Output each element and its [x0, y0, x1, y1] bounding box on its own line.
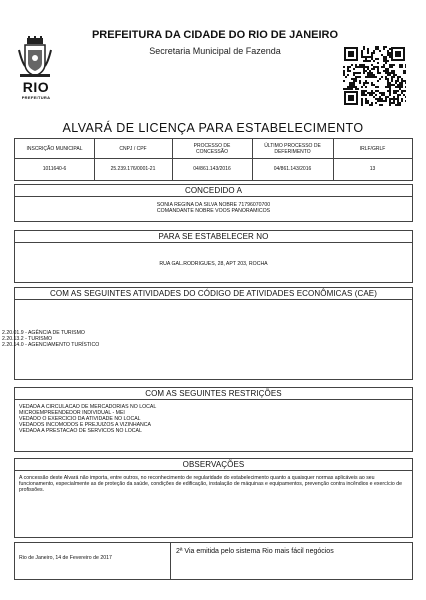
restriction-item: VEDADA A CIRCULACAO DE MERCADORIAS NO LOCAL — [19, 404, 157, 410]
header-cnpj-cpf: CNPJ / CPF — [119, 145, 147, 152]
value-processo-concessao: 04/861.143/2016 — [193, 166, 231, 172]
restrictions-section — [14, 387, 413, 452]
qr-code-icon — [343, 46, 406, 106]
footer-section — [14, 542, 413, 580]
granted-to-name: SONIA REGINA DA SILVA NOBRE 71796070700 — [156, 202, 271, 208]
granted-to-company: COMANDANTE NOBRE VOOS PANORAMICOS — [156, 208, 271, 214]
header-inscricao: INSCRIÇÃO MUNICIPAL — [26, 145, 83, 152]
header-ultimo-processo: ÚLTIMO PROCESSO DE DEFERIMENTO — [264, 142, 321, 155]
activity-item: 2.20.01.9 - AGÊNCIA DE TURISMO — [2, 330, 85, 336]
logo-prefeitura-text: PREFEITURA — [21, 95, 51, 100]
org-title: PREFEITURA DA CIDADE DO RIO DE JANEIRO — [91, 29, 339, 41]
value-cnpj-cpf: 25.239.176/0001-21 — [110, 166, 156, 172]
observations-heading: OBSERVAÇÕES — [15, 459, 412, 471]
location-address: RUA GAL.RODRIGUES, 28, APT 203, ROCHA — [159, 261, 268, 267]
restrictions-heading: COM AS SEGUINTES RESTRIÇÕES — [15, 388, 412, 400]
restriction-item: VEDADOS INCOMODOS E PREJUIZOS A VIZINHANCA — [19, 422, 152, 428]
restriction-item: MICROEMPREENDEDOR INDIVIDUAL - MEI — [19, 410, 125, 416]
location-section — [14, 230, 413, 283]
activity-item: 2.20.14.0 - AGENCIAMENTO TURÍSTICO — [2, 342, 100, 348]
granted-to-heading: CONCEDIDO A — [15, 185, 412, 197]
second-copy-note: 2ª Via emitida pelo sistema Rio mais fácil negócios — [176, 548, 334, 555]
activity-item: 2.20.13.2 - TURISMO — [2, 336, 53, 342]
header-processo-concessao: PROCESSO DE CONCESSÃO — [193, 142, 231, 155]
value-irlf-grlf: 13 — [369, 166, 376, 172]
registry-table — [14, 138, 413, 181]
granted-to-section — [14, 184, 413, 222]
value-ultimo-processo: 04/861.143/2016 — [273, 166, 312, 172]
restriction-item: VEDADA A PRESTACAO DE SERVICOS NO LOCAL — [19, 428, 142, 434]
observations-section — [14, 458, 413, 538]
org-subtitle: Secretaria Municipal de Fazenda — [149, 46, 281, 56]
activities-heading: COM AS SEGUINTES ATIVIDADES DO CÓDIGO DE ATIVIDADES ECONÔMICAS (CAE) — [15, 288, 412, 300]
value-inscricao: 1011640-6 — [42, 166, 67, 172]
observations-text: A concessão deste Alvará não importa, entre outros, no reconhecimento de regularidade do estabelecimento quanto a quaisquer normas aplicáveis ao seu funcionamento, especialmente as de proteção da saúde, condições de edificação, instalação de máquinas e equipamentos, prevenção contra incêndios e exercício de profissões. — [19, 475, 402, 494]
issue-date: Rio de Janeiro, 14 de Fevereiro de 2017 — [19, 555, 112, 561]
restriction-item: VEDADO O EXERCICIO DA ATIVIDADE NO LOCAL — [19, 416, 141, 422]
qr-code — [343, 46, 406, 106]
location-heading: PARA SE ESTABELECER NO — [15, 231, 412, 243]
header-irlf-grlf: IRLF/GRLF — [359, 145, 386, 152]
document-title: ALVARÁ DE LICENÇA PARA ESTABELECIMENTO — [62, 121, 364, 135]
logo-rio-text: RIO — [22, 79, 50, 95]
